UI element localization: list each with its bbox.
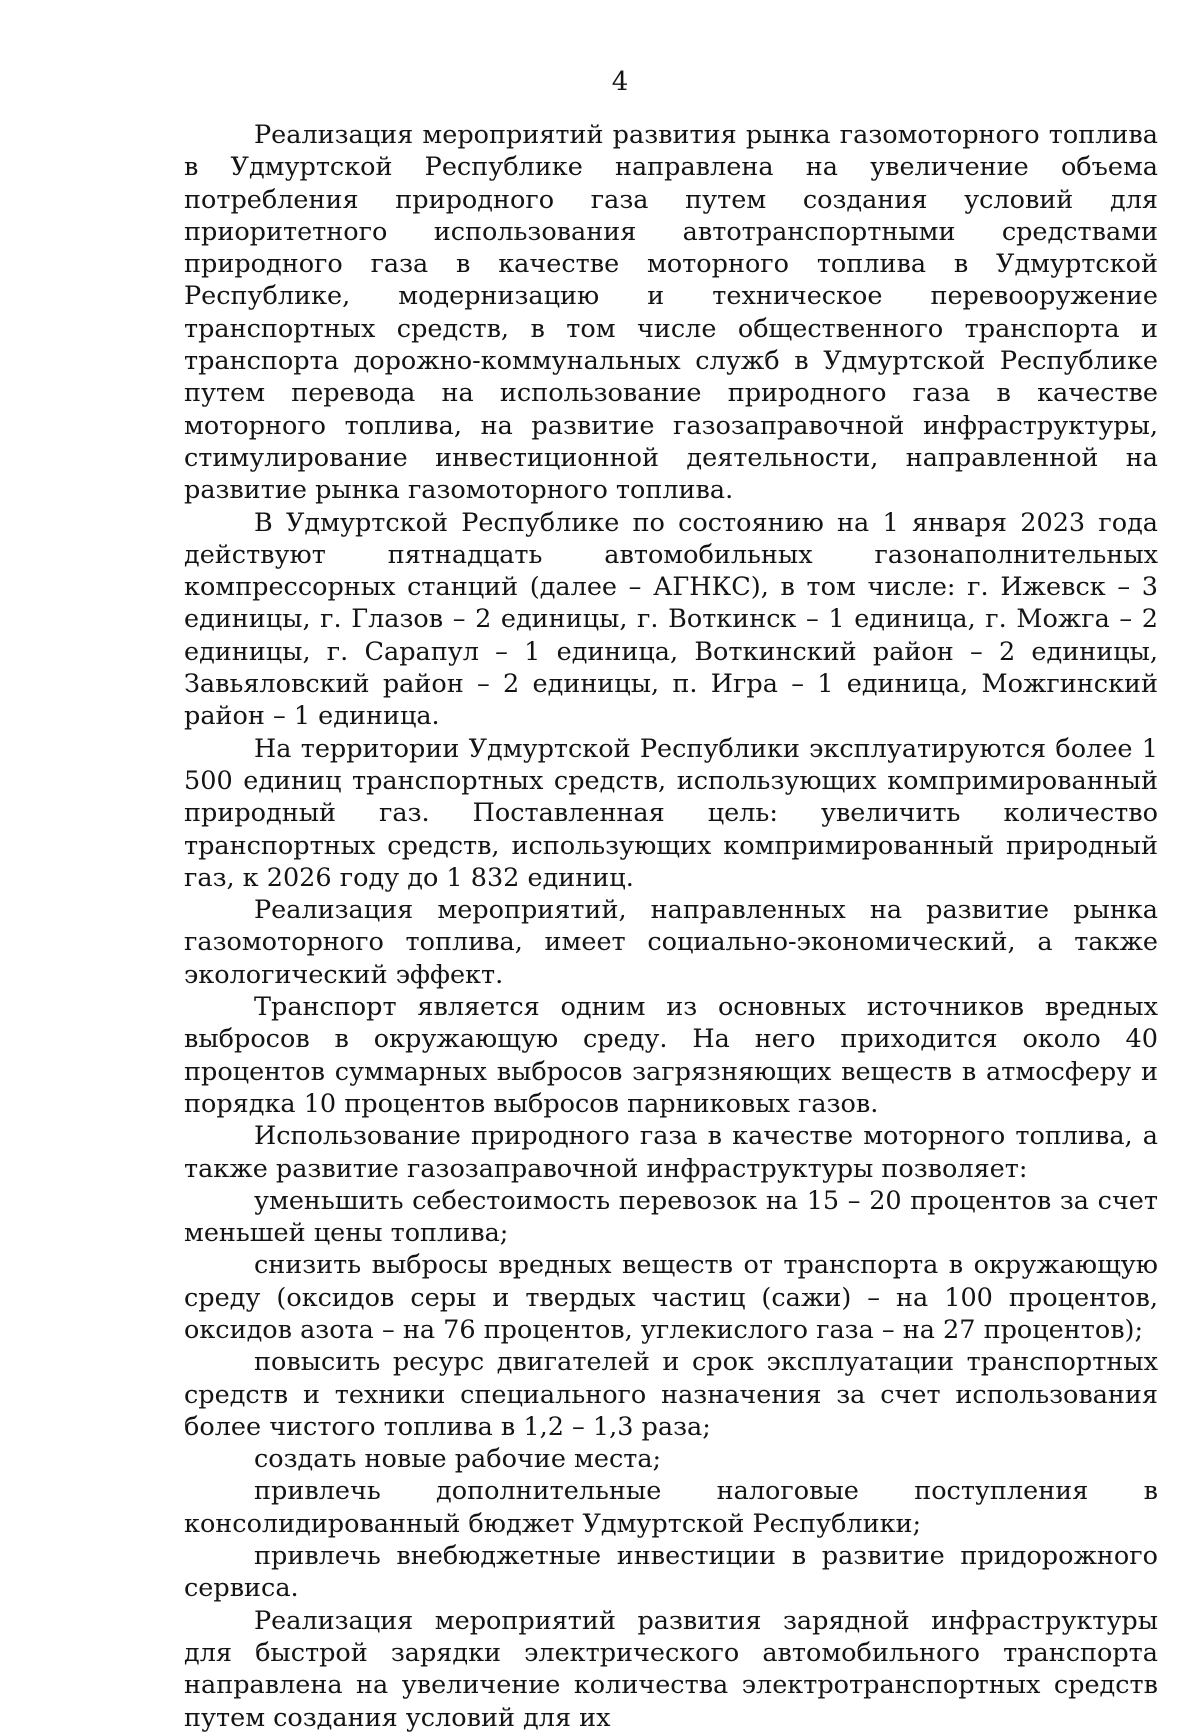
document-body — [184, 119, 1158, 1734]
paragraph-agnks-stations: В Удмуртской Республике по состоянию на 1 января 2023 года действуют пятнадцать автомобильных газонаполнительных компрессорных станций (далее – АГНКС), в том числе: г. Ижевск – 3 единицы, г. Глазов – 2 единицы, г. Воткинск – 1 единица, г. Можга – 2 единицы, г. Сарапул – 1 единица, Воткинский район – 2 единицы, Завьяловский район – 2 единицы, п. Игра – 1 единица, Можгинский район – 1 единица. — [184, 507, 1158, 732]
paragraph-vehicles-count: На территории Удмуртской Республики эксплуатируются более 1 500 единиц транспортных средств, использующих компримированный природный газ. Поставленная цель: увеличить количество транспортных средств, использующих компримированный природный газ, к 2026 году до 1 832 единиц. — [184, 733, 1158, 893]
list-item-engine-resource: повысить ресурс двигателей и срок эксплуатации транспортных средств и техники специального назначения за счет использования более чистого топлива в 1,2 – 1,3 раза; — [184, 1347, 1158, 1442]
paragraph-socio-economic-effect: Реализация мероприятий, направленных на развитие рынка газомоторного топлива, имеет социально-экономический, а также экологический эффект. — [184, 895, 1158, 990]
paragraph-gas-motor-fuel-goals: Реализация мероприятий развития рынка газомоторного топлива в Удмуртской Республике направлена на увеличение объема потребления природного газа путем создания условий для приоритетного использования автотранспортными средствами природного газа в качестве моторного топлива в Удмуртской Республике, модернизацию и техническое перевооружение транспортных средств, в том числе общественного транспорта и транспорта дорожно-коммунальных служб в Удмуртской Республике путем перевода на использование природного газа в качестве моторного топлива, на развитие газозаправочной инфраструктуры, стимулирование инвестиционной деятельности, направленной на развитие рынка газомоторного топлива. — [184, 120, 1158, 506]
paragraph-benefits-intro: Использование природного газа в качестве моторного топлива, а также развитие газозаправочной инфраструктуры позволяет: — [184, 1121, 1158, 1184]
paragraph-charging-infrastructure: Реализация мероприятий развития зарядной инфраструктуры для быстрой зарядки электрического автомобильного транспорта направлена на увеличение количества электротранспортных средств путем создания условий для их — [184, 1605, 1158, 1733]
paragraph-transport-emissions: Транспорт является одним из основных источников вредных выбросов в окружающую среду. На него приходится около 40 процентов суммарных выбросов загрязняющих веществ в атмосферу и порядка 10 процентов выбросов парниковых газов. — [184, 992, 1158, 1119]
list-item-reduce-emissions: снизить выбросы вредных веществ от транспорта в окружающую среду (оксидов серы и твердых частиц (сажи) – на 100 процентов, оксидов азота – на 76 процентов, углекислого газа – на 27 процентов); — [184, 1250, 1158, 1345]
list-item-new-jobs: создать новые рабочие места; — [254, 1444, 662, 1475]
list-item-investments: привлечь внебюджетные инвестиции в развитие придорожного сервиса. — [184, 1541, 1158, 1604]
list-item-tax-revenue: привлечь дополнительные налоговые поступления в консолидированный бюджет Удмуртской Республики; — [184, 1476, 1158, 1539]
page-number: 4 — [611, 67, 629, 97]
list-item-reduce-cost: уменьшить себестоимость перевозок на 15 – 20 процентов за счет меньшей цены топлива; — [184, 1185, 1158, 1249]
